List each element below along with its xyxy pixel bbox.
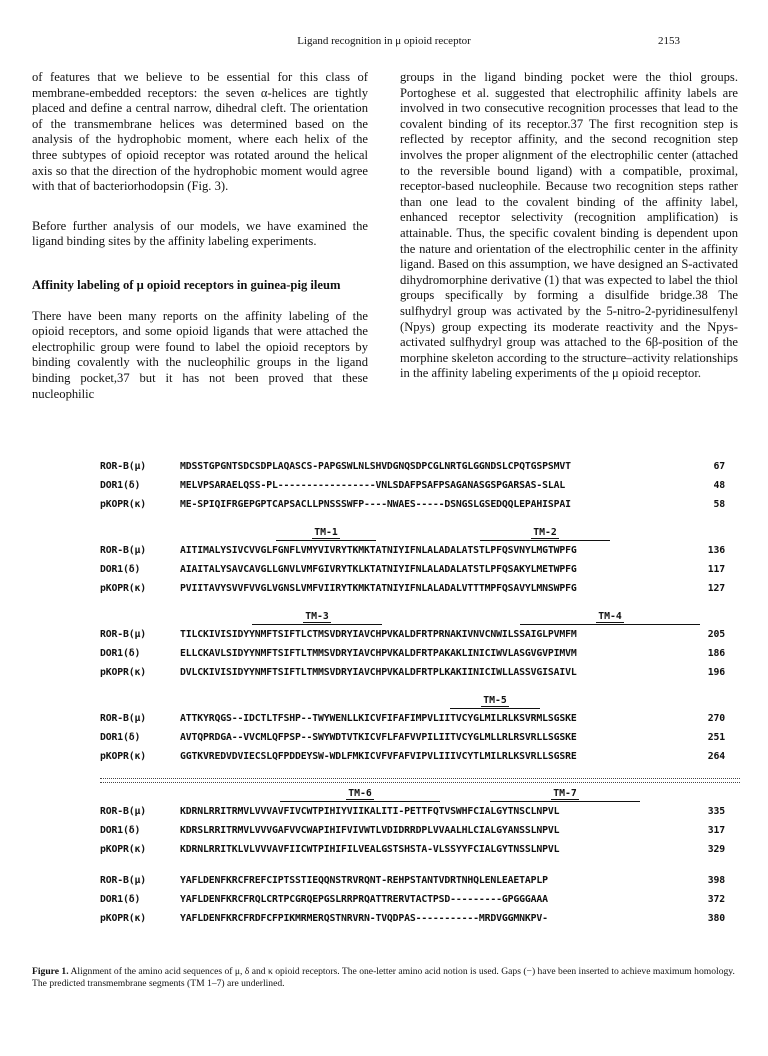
sequence-name: ROR-B(μ) <box>100 629 146 640</box>
alignment-block <box>100 457 740 514</box>
residue-count: 58 <box>713 499 725 510</box>
alignment-block <box>100 694 740 766</box>
sequence-row <box>100 709 740 728</box>
sequence-residues: ATTKYRQGS--IDCTLTFSHP--TWYWENLLKICVFIFAFIMPVLIITVCYGLMILRLKSVRMLSGSKE <box>180 713 577 724</box>
sequence-name: DOR1(δ) <box>100 894 141 905</box>
sequence-residues: PVIITAVYSVVFVVGLVGNSLVMFVIIRYTKMKTATNIYIFNLALADALVTTTMPFQSAVYLMNSWPFG <box>180 583 577 594</box>
sequence-row <box>100 495 740 514</box>
residue-count: 67 <box>713 461 725 472</box>
sequence-residues: AVTQPRDGA--VVCMLQFPSP--SWYWDTVTKICVFLFAFVVPILIITVCYGLMLLRLRSVRLLSGSKE <box>180 732 577 743</box>
sequence-row <box>100 728 740 747</box>
sequence-name: pKOPR(κ) <box>100 667 146 678</box>
left-paragraph-2: Before further analysis of our models, we have examined the ligand binding sites by the affinity labeling experiments. <box>32 218 368 249</box>
sequence-residues: AITIMALYSIVCVVGLFGNFLVMYVIVRYTKMKTATNIYIFNLALADALATSTLPFQSVNYLMGTWPFG <box>180 545 577 556</box>
tm-segment-row <box>100 610 740 625</box>
sequence-name: ROR-B(μ) <box>100 806 146 817</box>
tm-segment-bar <box>520 610 700 625</box>
tm-segment-bar <box>490 787 640 802</box>
residue-count: 205 <box>707 629 725 640</box>
sequence-name: DOR1(δ) <box>100 480 141 491</box>
sequence-residues: YAFLDENFKRCFRDFCFPIKMRMERQSTNRVRN-TVQDPAS-----------MRDVGGMNKPV- <box>180 913 548 924</box>
page-header <box>0 35 768 55</box>
alignment-block <box>100 526 740 598</box>
alignment-block <box>100 610 740 682</box>
sequence-residues: ELLCKAVLSIDYYNMFTSIFTLTMMSVDRYIAVCHPVKALDFRTPAKAKLINICIWVLASGVGVPIMVM <box>180 648 577 659</box>
tm-segment-label: TM-7 <box>553 788 577 799</box>
tm-segment-row <box>100 526 740 541</box>
sequence-residues: KDRNLRRITKLVLVVVAVFIICWTPIHIFILVEALGSTSHSTA-VLSSYYFCIALGYTNSSLNPVL <box>180 844 560 855</box>
sequence-name: DOR1(δ) <box>100 825 141 836</box>
sequence-row <box>100 821 740 840</box>
tm-segment-label: TM-4 <box>598 611 622 622</box>
tm-segment-label: TM-2 <box>533 527 557 538</box>
page-number: 2153 <box>658 35 680 47</box>
running-title: Ligand recognition in μ opioid receptor <box>297 35 471 47</box>
residue-count: 398 <box>707 875 725 886</box>
sequence-row <box>100 840 740 859</box>
residue-count: 251 <box>707 732 725 743</box>
sequence-row <box>100 909 740 928</box>
sequence-row <box>100 747 740 766</box>
sequence-name: ROR-B(μ) <box>100 461 146 472</box>
residue-count: 196 <box>707 667 725 678</box>
residue-count: 264 <box>707 751 725 762</box>
right-column <box>400 70 738 382</box>
sequence-row <box>100 476 740 495</box>
residue-count: 117 <box>707 564 725 575</box>
residue-count: 48 <box>713 480 725 491</box>
sequence-residues: DVLCKIVISIDYYNMFTSIFTLTMMSVDRYIAVCHPVKALDFRTPLKAKIINICIWLLASSVGISAIVL <box>180 667 577 678</box>
sequence-name: ROR-B(μ) <box>100 875 146 886</box>
tm-segment-label: TM-5 <box>483 695 507 706</box>
sequence-residues: YAFLDENFKRCFREFCIPTSSTIEQQNSTRVRQNT-REHPSTANTVDRTNHQLENLEAETAPLP <box>180 875 548 886</box>
tm-segment-label: TM-6 <box>348 788 372 799</box>
residue-count: 380 <box>707 913 725 924</box>
residue-count: 270 <box>707 713 725 724</box>
sequence-row <box>100 871 740 890</box>
sequence-row <box>100 663 740 682</box>
sequence-row <box>100 802 740 821</box>
sequence-name: DOR1(δ) <box>100 564 141 575</box>
sequence-row <box>100 625 740 644</box>
sequence-row <box>100 890 740 909</box>
tm-segment-bar <box>276 526 376 541</box>
sequence-residues: YAFLDENFKRCFRQLCRTPCGRQEPGSLRRPRQATTRERVTACTPSD---------GPGGGAAA <box>180 894 548 905</box>
tm-segment-bar <box>450 694 540 709</box>
sequence-name: DOR1(δ) <box>100 732 141 743</box>
sequence-row <box>100 644 740 663</box>
tm-segment-row <box>100 787 740 802</box>
left-paragraph-1: of features that we believe to be essential for this class of membrane-embedded receptors: the seven α-helices are tightly placed and define a central narrow, dihedral cleft. The orientation of the transmembrane helices was determined based on the analysis of the hydrophobic moment, where each helix of the three subtypes of opioid receptor was rotated around the helical axis so that the direction of the hydrophobic moment would agree with that of bacteriorhodopsin (Fig. 3). <box>32 70 368 194</box>
residue-count: 136 <box>707 545 725 556</box>
tm-segment-label: TM-3 <box>305 611 329 622</box>
tm-segment-bar <box>252 610 382 625</box>
sequence-residues: AIAITALYSAVCAVGLLGNVLVMFGIVRYTKLKTATNIYIFNLALADALATSTLPFQSAKYLMETWPFG <box>180 564 577 575</box>
sequence-name: ROR-B(μ) <box>100 713 146 724</box>
sequence-row <box>100 457 740 476</box>
residue-count: 372 <box>707 894 725 905</box>
section-heading: Affinity labeling of μ opioid receptors in guinea-pig ileum <box>32 277 341 292</box>
figure-caption <box>32 966 738 990</box>
sequence-name: pKOPR(κ) <box>100 583 146 594</box>
sequence-residues: KDRNLRRITRMVLVVVAVFIVCWTPIHIYVIIKALITI-PETTFQTVSWHFCIALGYTNSCLNPVL <box>180 806 560 817</box>
sequence-residues: ME-SPIQIFRGEPGPTCAPSACLLPNSSSWFP----NWAES-----DSNGSLGSEDQQLEPAHISPAI <box>180 499 571 510</box>
residue-count: 127 <box>707 583 725 594</box>
residue-count: 317 <box>707 825 725 836</box>
tm-segment-bar <box>480 526 610 541</box>
sequence-residues: KDRSLRRITRMVLVVVGAFVVCWAPIHIFVIVWTLVDIDRRDPLVVAALHLCIALGYANSSLNPVL <box>180 825 560 836</box>
sequence-name: pKOPR(κ) <box>100 844 146 855</box>
tm-segment-row <box>100 694 740 709</box>
sequence-row <box>100 541 740 560</box>
block-separator <box>100 778 740 783</box>
right-paragraph-1: groups in the ligand binding pocket were the thiol groups. Portoghese et al. suggested that electrophilic affinity labels are involved in two consecutive recognition processes that lead to the covalent binding of its receptor.37 The first recognition step is reflected by receptor affinity, and the second recognition step involves the proper alignment of the electrophilic center (attached to the reversible bound ligand) with a compatible, proximal, receptor-based nucleophile. Because two recognition steps rather than one lead to the covalent binding of the affinity label, enhanced receptor selectivity (recognition amplification) is attainable. Thus, the specific covalent binding is dependent upon the nature and orientation of the electrophilic center in the affinity ligand. Based on this assumption, we have designed an S-activated dihydromorphine derivative (1) that was expected to label the thiol groups specifically by forming a disulfide bridge.38 The sulfhydryl group was activated by the 5-nitro-2-pyridinesulfenyl (Npys) group expecting its moderate reactivity and the Npys-activated sulfhydryl group was attached to the 6β-position of the morphine skeleton according to the structure–activity relationships in the affinity labeling experiments of the μ opioid receptor. <box>400 70 738 381</box>
sequence-residues: MELVPSARAELQSS-PL-----------------VNLSDAFPSAFPSAGANASGSPGARSAS-SLAL <box>180 480 566 491</box>
sequence-residues: MDSSTGPGNTSDCSDPLAQASCS-PAPGSWLNLSHVDGNQSDPCGLNRTGLGGNDSLCPQTGSPSMVT <box>180 461 571 472</box>
left-paragraph-3: There have been many reports on the affinity labeling of the opioid receptors, and some opioid ligands that were attached the electrophilic group were found to label the opioid receptors by binding covalently with the nucleophilic groups in the ligand binding pocket,37 but it has not been proved that these nucleophilic <box>32 308 368 401</box>
sequence-name: pKOPR(κ) <box>100 751 146 762</box>
left-column <box>32 70 368 402</box>
residue-count: 186 <box>707 648 725 659</box>
caption-text: Alignment of the amino acid sequences of μ, δ and κ opioid receptors. The one-letter amino acid notion is used. Gaps (−) have been inserted to achieve maximum homology. The predicted transmembrane segments (TM 1–7) are underlined. <box>32 966 735 989</box>
sequence-name: DOR1(δ) <box>100 648 141 659</box>
sequence-residues: GGTKVREDVDVIECSLQFPDDEYSW-WDLFMKICVFVFAFVIPVLIIIVCYTLMILRLKSVRLLSGSRE <box>180 751 577 762</box>
sequence-name: pKOPR(κ) <box>100 499 146 510</box>
sequence-name: ROR-B(μ) <box>100 545 146 556</box>
alignment-block <box>100 871 740 928</box>
tm-segment-label: TM-1 <box>314 527 338 538</box>
sequence-name: pKOPR(κ) <box>100 913 146 924</box>
sequence-alignment-figure <box>100 457 740 940</box>
sequence-residues: TILCKIVISIDYYNMFTSIFTLCTMSVDRYIAVCHPVKALDFRTPRNAKIVNVCNWILSSAIGLPVMFM <box>180 629 577 640</box>
caption-label: Figure 1. <box>32 966 69 977</box>
sequence-row <box>100 560 740 579</box>
tm-segment-bar <box>280 787 440 802</box>
sequence-row <box>100 579 740 598</box>
residue-count: 329 <box>707 844 725 855</box>
alignment-block <box>100 787 740 859</box>
residue-count: 335 <box>707 806 725 817</box>
